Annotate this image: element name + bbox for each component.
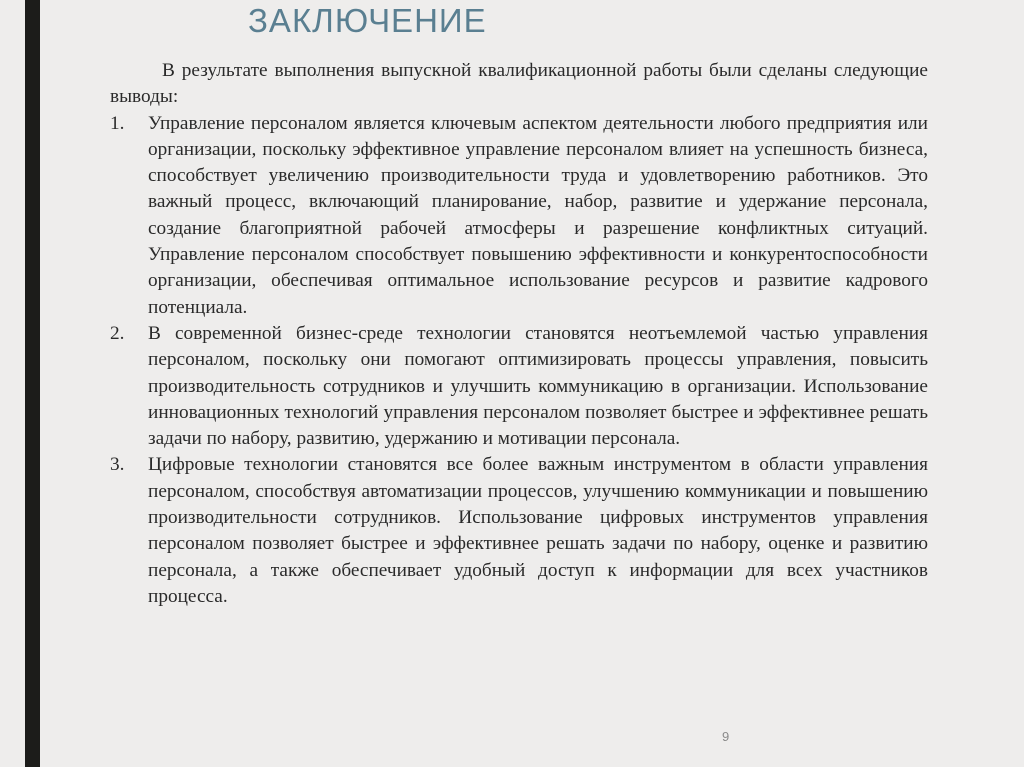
- conclusion-item: [110, 321, 928, 452]
- item-text: Цифровые технологии становятся все более важным инструментом в области управления персоналом, способствуя автоматизации процессов, улучшению коммуникации и повышению производительности сотрудников. Использование цифровых инструментов управления персоналом позволяет быстрее и эффективнее решать задачи по набору, оценке и развитию персонала, а также обеспечивает удобный доступ к информации для всех участников процесса.: [148, 454, 928, 607]
- page-number: 9: [722, 729, 730, 744]
- item-number: 1.: [110, 112, 125, 134]
- left-accent-bar: [25, 0, 40, 767]
- slide-title: ЗАКЛЮЧЕНИЕ: [248, 2, 487, 39]
- slide-body: [110, 58, 928, 610]
- item-number: 2.: [110, 322, 125, 344]
- conclusion-item: [110, 452, 928, 610]
- item-text: Управление персоналом является ключевым аспектом деятельности любого предприятия или организации, поскольку эффективное управление персоналом влияет на успешность бизнеса, способствует увеличению производительности труда и удовлетворению работников. Это важный процесс, включающий планирование, набор, развитие и удержание персонала, создание благоприятной рабочей атмосферы и разрешение конфликтных ситуаций. Управление персоналом способствует повышению эффективности и конкурентоспособности организации, обеспечивая оптимальное использование ресурсов и развитие кадрового потенциала.: [148, 112, 928, 318]
- intro-paragraph: В результате выполнения выпускной квалификационной работы были сделаны следующие выводы:: [110, 60, 928, 108]
- item-text: В современной бизнес-среде технологии становятся неотъемлемой частью управления персоналом, поскольку они помогают оптимизировать процессы управления, повысить производительность сотрудников и улучшить коммуникацию в организации. Использование инновационных технологий управления персоналом позволяет быстрее и эффективнее решать задачи по набору, развитию, удержанию и мотивации персонала.: [148, 322, 928, 450]
- conclusion-item: [110, 111, 928, 321]
- conclusions-list: [110, 111, 928, 611]
- item-number: 3.: [110, 454, 125, 476]
